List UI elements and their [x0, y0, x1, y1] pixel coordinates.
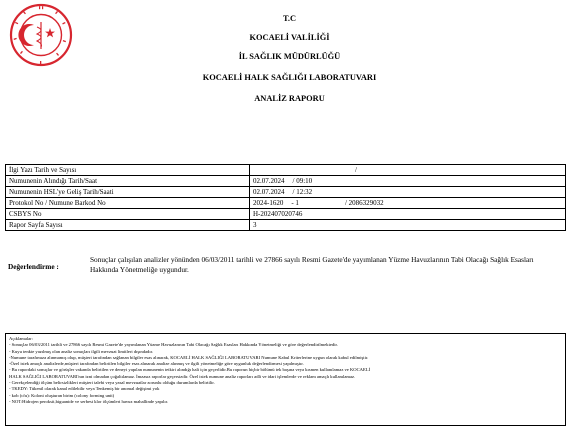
info-row [6, 187, 566, 198]
sample-info-table [5, 164, 566, 231]
info-value-part: 02.07.2024 [253, 177, 285, 185]
evaluation-label: Değerlendirme : [8, 262, 59, 271]
header-tc: T.C [282, 14, 297, 23]
info-label: Protokol No / Numune Barkod No [6, 198, 250, 209]
header-directorate: İL SAĞLIK MÜDÜRLÜĞÜ [238, 52, 341, 61]
info-label: CSBYS No [6, 209, 250, 220]
info-value-part: / 12:32 [292, 188, 313, 196]
info-value [250, 165, 566, 176]
info-value-part: 2024-1620 [253, 199, 284, 207]
info-label: Numunenin Alındığı Tarih/Saat [6, 176, 250, 187]
evaluation-text: Sonuçlar çalışılan analizler yönünden 06/03/2011 tarihli ve 27866 sayılı Resmi Gazete'de yayımlanan Yüzme Havuzlarının Tabi Olacağı Sağlık Esasları Hakkında Yönetmeliğe uygundur. [90, 255, 534, 274]
note-line: - Bu rapordaki sonuçlar ve görüşler vakanda belirtilen ve deneyi yapılan numunenin tetkiri alındığı hali için geçerlidir.Bu raporun hiçbir bölümü tek başına veya kısmen kullanılamaz ve KOCAELİ [9, 367, 371, 373]
note-line: HALK SAĞLIĞI LABORATUVARI'nın izni olmadan çoğaltılamaz. İmzasız raporlar geçersizdir. Özel istek numune analiz raporları adli ve idari işlemlerde ve reklam amaçlı kullanılamaz. [9, 373, 356, 379]
info-value-part: H-202407020746 [253, 210, 303, 218]
note-line: - TKEDY: Tükenil olarak kanal edilebilir veya Tenkemiş bir anomal değişimi yok [9, 386, 160, 392]
header-governorship: KOCAELİ VALİLİĞİ [249, 33, 330, 42]
info-row [6, 165, 566, 176]
note-line: -Özel istek amaçlı analizlerde,müşteri tarafından belirtilen bilgiler esas alınarak analize alınmış ve ilgili yönetmeliğe göre uygunluk değerlendirmesi yapılmıştır. [9, 361, 304, 367]
info-label: Rapor Sayfa Sayısı [6, 220, 250, 231]
info-row [6, 209, 566, 220]
note-line: - Sonuçlar 06/03/2011 tarihli ve 27866 sayılı Resmi Gazete'de yayımlanan Yüzme Havuzlarının Tabi Olacağı Sağlık Esasları Hakkında Yönetmeliği ve göre değerlendirilmektedir. [9, 342, 338, 348]
info-label: Numunenin HSL'ye Geliş Tarih/Saati [6, 187, 250, 198]
info-row [6, 176, 566, 187]
info-value [250, 176, 566, 187]
notes-box [5, 333, 566, 426]
info-value [250, 187, 566, 198]
note-line: - Gerekçelendiği ölçüm belirsizlikleri müşteri talebi veya yasal mevzuatlar zorunlu olduğu durumlarda belirtilir. [9, 380, 215, 386]
note-line: - NOT:Hidrojen peroksit,biguanide ve serbest klor ölçümleri havuz mahallinde yapılır. [9, 398, 169, 404]
info-value [250, 220, 566, 231]
info-value-part: - 1 [291, 199, 299, 207]
info-label: İlgi Yazı Tarih ve Sayısı [6, 165, 250, 176]
info-value-part: / 2086329032 [344, 199, 384, 207]
note-line: - kob (cfu): Koloni oluşturan birim (colony forming unit) [9, 392, 115, 398]
notes-title: Açıklamalar: [9, 336, 33, 341]
info-value-part: 3 [253, 221, 257, 229]
info-value-part: / [355, 166, 357, 174]
info-value-part: 02.07.2024 [253, 188, 285, 196]
note-line: -Numune tarafımıza alınmamış olup, müşteri tarafından sağlanan bilgiler esas alınarak, KOCAELİ HALK SAĞLIĞI LABORATUVARI Numune Kabul Kriterlerine uygun olarak kabul edilmiştir. [9, 354, 369, 360]
info-value [250, 209, 566, 220]
info-row [6, 220, 566, 231]
report-title: ANALİZ RAPORU [254, 94, 325, 103]
info-row [6, 198, 566, 209]
info-value-part: / 09:10 [292, 177, 313, 185]
info-value [250, 198, 566, 209]
note-line: - Kuyu tenkte yazılmış olan analiz sonuçları ilgili mevzuat limitleri dışındadır. [9, 348, 154, 354]
header-laboratory: KOCAELİ HALK SAĞLIĞI LABORATUVARI [202, 73, 377, 82]
